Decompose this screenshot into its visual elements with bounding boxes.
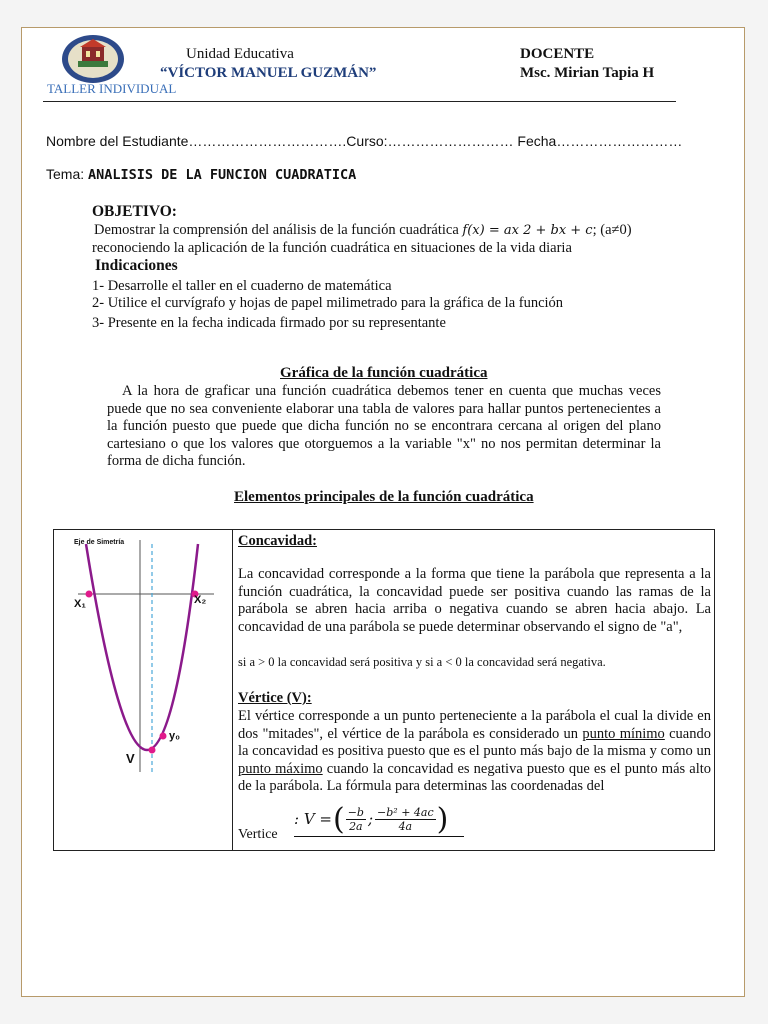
school-logo: [60, 33, 126, 85]
vertice-label: Vertice: [238, 827, 278, 842]
elements-table: [53, 529, 715, 851]
vertex-formula: : V = ( −b 2a ; −b² + 4ac 4a ): [294, 801, 449, 837]
table-divider: [232, 530, 233, 850]
v-label: V: [126, 751, 135, 766]
formula-den1: 2a: [349, 819, 363, 833]
vertice-text: [238, 708, 711, 796]
docente-name: Msc. Mirian Tapia H: [520, 65, 655, 81]
eje-label: Eje de Simetría: [74, 539, 125, 546]
punto-minimo: punto mínimo: [582, 725, 665, 742]
formula-prefix: : V =: [294, 810, 332, 828]
school-name: “VÍCTOR MANUEL GUZMÁN”: [160, 65, 377, 81]
indicacion-2: 2- Utilice el curvígrafo y hojas de papel milimetrado para la gráfica de la función: [92, 295, 564, 311]
grafica-title: Gráfica de la función cuadrática: [280, 365, 488, 381]
parabola-curve: [86, 544, 198, 750]
tema-title: ANALISIS DE LA FUNCION CUADRATICA: [88, 167, 357, 183]
tema-label: Tema:: [46, 166, 85, 182]
x1-label: X₁: [74, 598, 86, 610]
objetivo-line1: [94, 221, 632, 240]
concavidad-heading: Concavidad:: [238, 533, 317, 549]
parabola-figure: [64, 536, 224, 772]
point-y0: [160, 733, 167, 740]
quadratic-formula: f(x) = ax 2 + bx + c: [462, 223, 593, 238]
tema-row: [46, 166, 356, 183]
grafica-paragraph: A la hora de graficar una función cuadrática debemos tener en cuenta que muchas veces puede que no sea conveniente elaborar una tabla de valores para hallar puntos pertenecientes a la función puesto que puede que dicha función no se encontrara cercana al origen del plano cartesiano o que los valores que otorguemos a la variable "x" no nos permitan determinar la forma de dicha función.: [107, 383, 661, 469]
parabola-svg: [64, 536, 224, 772]
formula-den2: 4a: [398, 819, 413, 833]
point-x1: [86, 591, 93, 598]
vertice-text-a: El vértice corresponde a un punto perteneciente a la parábola el cual la divide en dos "mitades", el vértice de la parábola es considerado un: [238, 708, 711, 742]
school-line1: Unidad Educativa: [186, 46, 294, 62]
indicacion-3: 3- Presente en la fecha indicada firmado por su representante: [92, 315, 446, 331]
y0-label: y₀: [169, 730, 181, 742]
elementos-title: Elementos principales de la función cuadrática: [234, 489, 534, 505]
objetivo-line2: reconociendo la aplicación de la función cuadrática en situaciones de la vida diaria: [92, 240, 572, 256]
objetivo-heading: OBJETIVO:: [92, 203, 177, 220]
x2-label: X₂: [194, 594, 207, 606]
concavidad-rule: si a > 0 la concavidad será positiva y si a < 0 la concavidad será negativa.: [238, 655, 606, 669]
formula-num1: −b: [347, 805, 364, 819]
vertice-text-b: cuando la concavidad es positiva puesto que es el punto más bajo de la misma y como un: [238, 725, 711, 759]
formula-underline: [294, 836, 464, 837]
formula-num2: −b² + 4ac: [377, 805, 434, 819]
vertice-text-c: cuando la concavidad es negativa puesto que es el punto más alto de la parábola. La fórmula para determinas las coordenadas del: [238, 760, 711, 794]
objetivo-text: Demostrar la comprensión del análisis de la función cuadrática: [94, 222, 459, 238]
header-rule: [43, 101, 676, 102]
indicacion-1: 1- Desarrolle el taller en el cuaderno de matemática: [92, 278, 392, 294]
point-vertex: [149, 747, 156, 754]
concavidad-text: La concavidad corresponde a la forma que tiene la parábola que representa a la función cuadrática, la concavidad puede ser positiva cuando las ramas de la parábola se abren hacia arriba o negativa cuando se abren hacia abajo. La concavidad de una parábola se puede determinar observando el signo de "a",: [238, 566, 711, 635]
indicaciones-heading: Indicaciones: [95, 257, 178, 274]
vertice-heading: Vértice (V):: [238, 690, 312, 706]
punto-maximo: punto máximo: [238, 760, 323, 777]
objetivo-condition: ; (a≠0): [592, 222, 632, 238]
taller-label: TALLER INDIVIDUAL: [47, 81, 177, 96]
docente-label: DOCENTE: [520, 46, 595, 62]
student-line: Nombre del Estudiante…………………………….Curso:……………………… Fecha………………………: [46, 133, 683, 149]
